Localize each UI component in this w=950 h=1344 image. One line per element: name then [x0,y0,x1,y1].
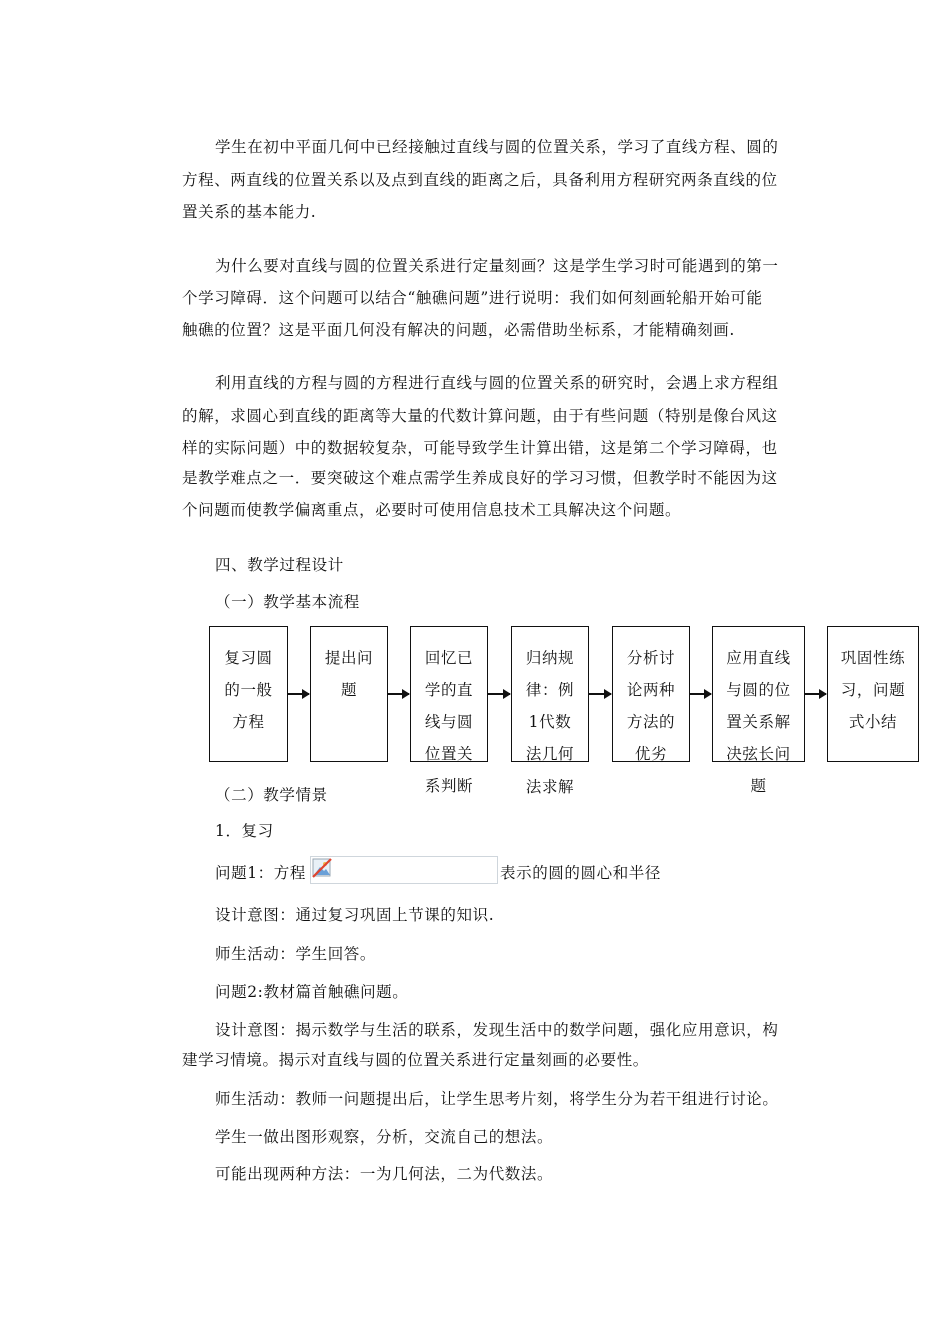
flow-box-4-text: 法求解 [525,778,575,796]
design-intent-2-line-1: 设计意图：揭示数学与生活的联系，发现生活中的数学问题，强化应用意识，构 [215,1021,779,1039]
paragraph-1-line-2: 方程、两直线的位置关系以及点到直线的距离之后，具备利用方程研究两条直线的位 [182,171,778,189]
paragraph-2-line-2: 个学习障碍．这个问题可以结合“触礁问题”进行说明：我们如何刻画轮船开始可能 [182,289,763,307]
teacher-student-activity-1: 师生活动：学生回答。 [215,945,377,963]
flow-arrow-5 [690,693,711,695]
flow-box-3-text: 位置关 [424,745,474,763]
paragraph-2-line-3: 触礁的位置？这是平面几何没有解决的问题，必需借助坐标系，才能精确刻画. [182,321,735,339]
paragraph-2-line-1: 为什么要对直线与圆的位置关系进行定量刻画？这是学生学习时可能遇到的第一 [215,257,779,275]
flow-box-2-text: 提出问 [324,649,374,667]
question-1-prefix: 问题1：方程 [215,864,306,882]
paragraph-1-line-1: 学生在初中平面几何中已经接触过直线与圆的位置关系，学习了直线方程、圆的 [215,138,779,156]
broken-image-placeholder [310,856,498,884]
flow-box-4-text: 1代数 [528,713,572,731]
flow-box-3-text: 学的直 [424,681,474,699]
flow-box-3-text: 系判断 [424,777,474,795]
design-intent-2-line-2: 建学习情境。揭示对直线与圆的位置关系进行定量刻画的必要性。 [182,1051,649,1069]
flow-arrow-4 [589,693,611,695]
flow-box-7-text: 习，问题 [840,681,906,699]
flow-arrow-3 [488,693,510,695]
question-2: 问题2:教材篇首触礁问题。 [215,983,409,1001]
paragraph-3-line-3: 样的实际问题）中的数据较复杂，可能导致学生计算出错，这是第二个学习障碍，也 [182,439,778,457]
flow-box-1-text: 方程 [232,713,265,731]
flow-arrow-2 [388,693,409,695]
flow-box-5-text: 优劣 [634,745,668,763]
flow-box-4-text: 法几何 [525,745,575,763]
flow-box-5-text: 论两种 [626,681,676,699]
flow-box-6-text: 置关系解 [726,713,791,731]
subsection-2-heading: （二）教学情景 [215,786,328,804]
flow-box-7-text: 巩固性练 [840,649,906,667]
flow-box-4-text: 律：例 [525,681,575,699]
paragraph-3-line-4: 是教学难点之一．要突破这个难点需学生养成良好的学习习惯，但教学时不能因为这 [182,469,778,487]
paragraph-3-line-2: 的解，求圆心到直线的距离等大量的代数计算问题，由于有些问题（特别是像台风这 [182,407,778,425]
flow-arrow-1 [288,693,309,695]
broken-image-icon [312,858,332,878]
paragraph-3-line-5: 个问题而使教学偏离重点，必要时可使用信息技术工具解决这个问题。 [182,501,682,519]
student-activity: 学生一做出图形观察，分析，交流自己的想法。 [215,1128,554,1146]
section-4-heading: 四、教学过程设计 [215,556,344,574]
flow-box-6-text: 应用直线 [726,649,791,667]
teacher-student-activity-2: 师生活动：教师一问题提出后，让学生思考片刻，将学生分为若干组进行讨论。 [215,1090,779,1108]
flow-box-5-text: 分析讨 [626,649,676,667]
flow-box-7-text: 式小结 [848,713,898,731]
flow-box-3-text: 回忆已 [424,649,474,667]
paragraph-1-line-3: 置关系的基本能力. [182,203,317,221]
review-heading: 1．复习 [215,822,274,840]
flow-box-4-text: 归纳规 [525,649,575,667]
flow-box-6-text: 题 [750,777,767,795]
flow-box-1-text: 复习圆 [224,649,273,667]
flow-box-5-text: 方法的 [626,713,676,731]
flow-arrow-6 [805,693,826,695]
question-1-suffix: 表示的圆的圆心和半径 [500,864,662,882]
flow-box-1-text: 的一般 [224,681,273,699]
possible-methods: 可能出现两种方法：一为几何法，二为代数法。 [215,1165,554,1183]
design-intent-1: 设计意图：通过复习巩固上节课的知识. [215,906,495,924]
flow-box-2-text: 题 [340,681,358,699]
flow-box-6-text: 决弦长问 [726,745,791,763]
subsection-1-heading: （一）教学基本流程 [215,593,360,611]
flow-box-6-text: 与圆的位 [726,681,791,699]
flow-box-3-text: 线与圆 [424,713,474,731]
paragraph-3-line-1: 利用直线的方程与圆的方程进行直线与圆的位置关系的研究时，会遇上求方程组 [215,374,779,392]
